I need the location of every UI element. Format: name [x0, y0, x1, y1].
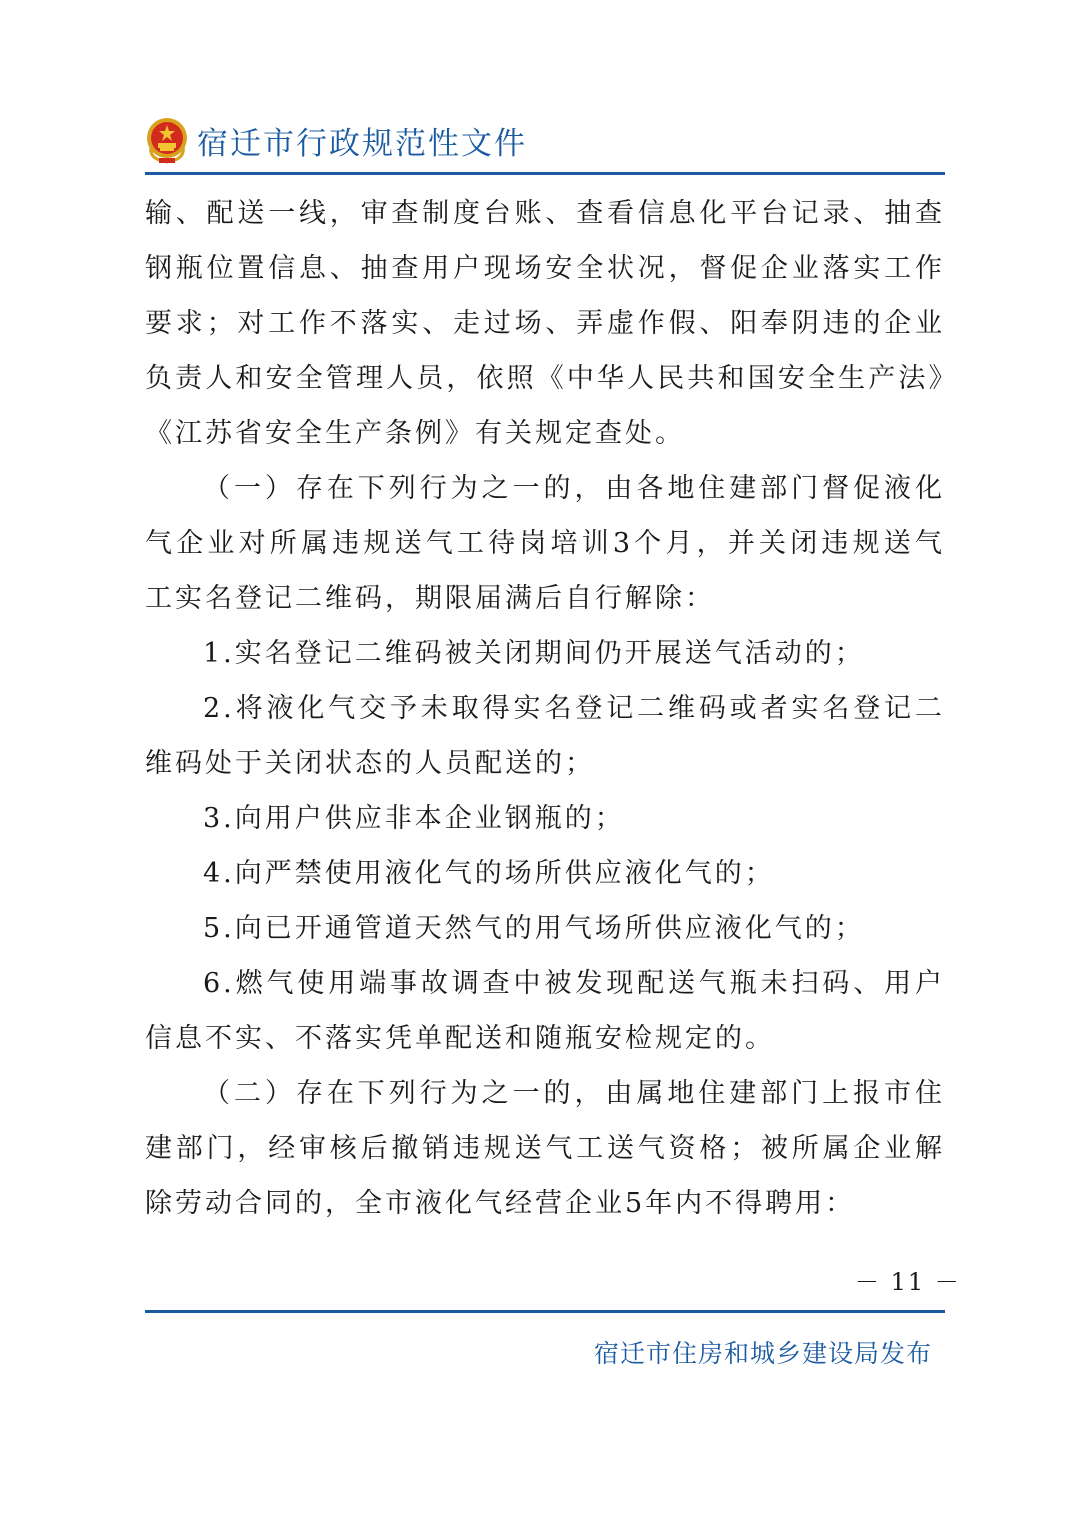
paragraph: （一）存在下列行为之一的，由各地住建部门督促液化气企业对所属违规送气工待岗培训3个月，并关闭违规送气工实名登记二维码，期限届满后自行解除：	[145, 473, 945, 614]
list-item: 5.向已开通管道天然气的用气场所供应液化气的；	[203, 913, 865, 944]
list-item: 1.实名登记二维码被关闭期间仍开展送气活动的；	[203, 638, 865, 669]
paragraph: （二）存在下列行为之一的，由属地住建部门上报市住建部门，经审核后撤销违规送气工送气资格；被所属企业解除劳动合同的，全市液化气经营企业5年内不得聘用：	[145, 1078, 945, 1219]
header-title: 宿迁市行政规范性文件	[197, 125, 527, 162]
paragraph: 输、配送一线，审查制度台账、查看信息化平台记录、抽查钢瓶位置信息、抽查用户现场安全状况，督促企业落实工作要求；对工作不落实、走过场、弄虚作假、阳奉阴违的企业负责人和安全管理人员，依照《中华人民共和国安全生产法》《江苏省安全生产条例》有关规定查处。	[145, 198, 945, 449]
footer-divider	[145, 1310, 945, 1313]
header-divider	[145, 172, 945, 175]
list-item: 2.将液化气交予未取得实名登记二维码或者实名登记二维码处于关闭状态的人员配送的；	[145, 693, 945, 779]
list-item: 4.向严禁使用液化气的场所供应液化气的；	[203, 858, 775, 889]
national-emblem-icon	[145, 116, 189, 164]
document-header	[145, 112, 527, 168]
document-body	[145, 186, 945, 1231]
footer-publisher: 宿迁市住房和城乡建设局发布	[593, 1339, 932, 1368]
page-number: － 11 －	[855, 1268, 961, 1296]
list-item: 3.向用户供应非本企业钢瓶的；	[203, 803, 625, 834]
list-item: 6.燃气使用端事故调查中被发现配送气瓶未扫码、用户信息不实、不落实凭单配送和随瓶安检规定的。	[145, 968, 945, 1054]
